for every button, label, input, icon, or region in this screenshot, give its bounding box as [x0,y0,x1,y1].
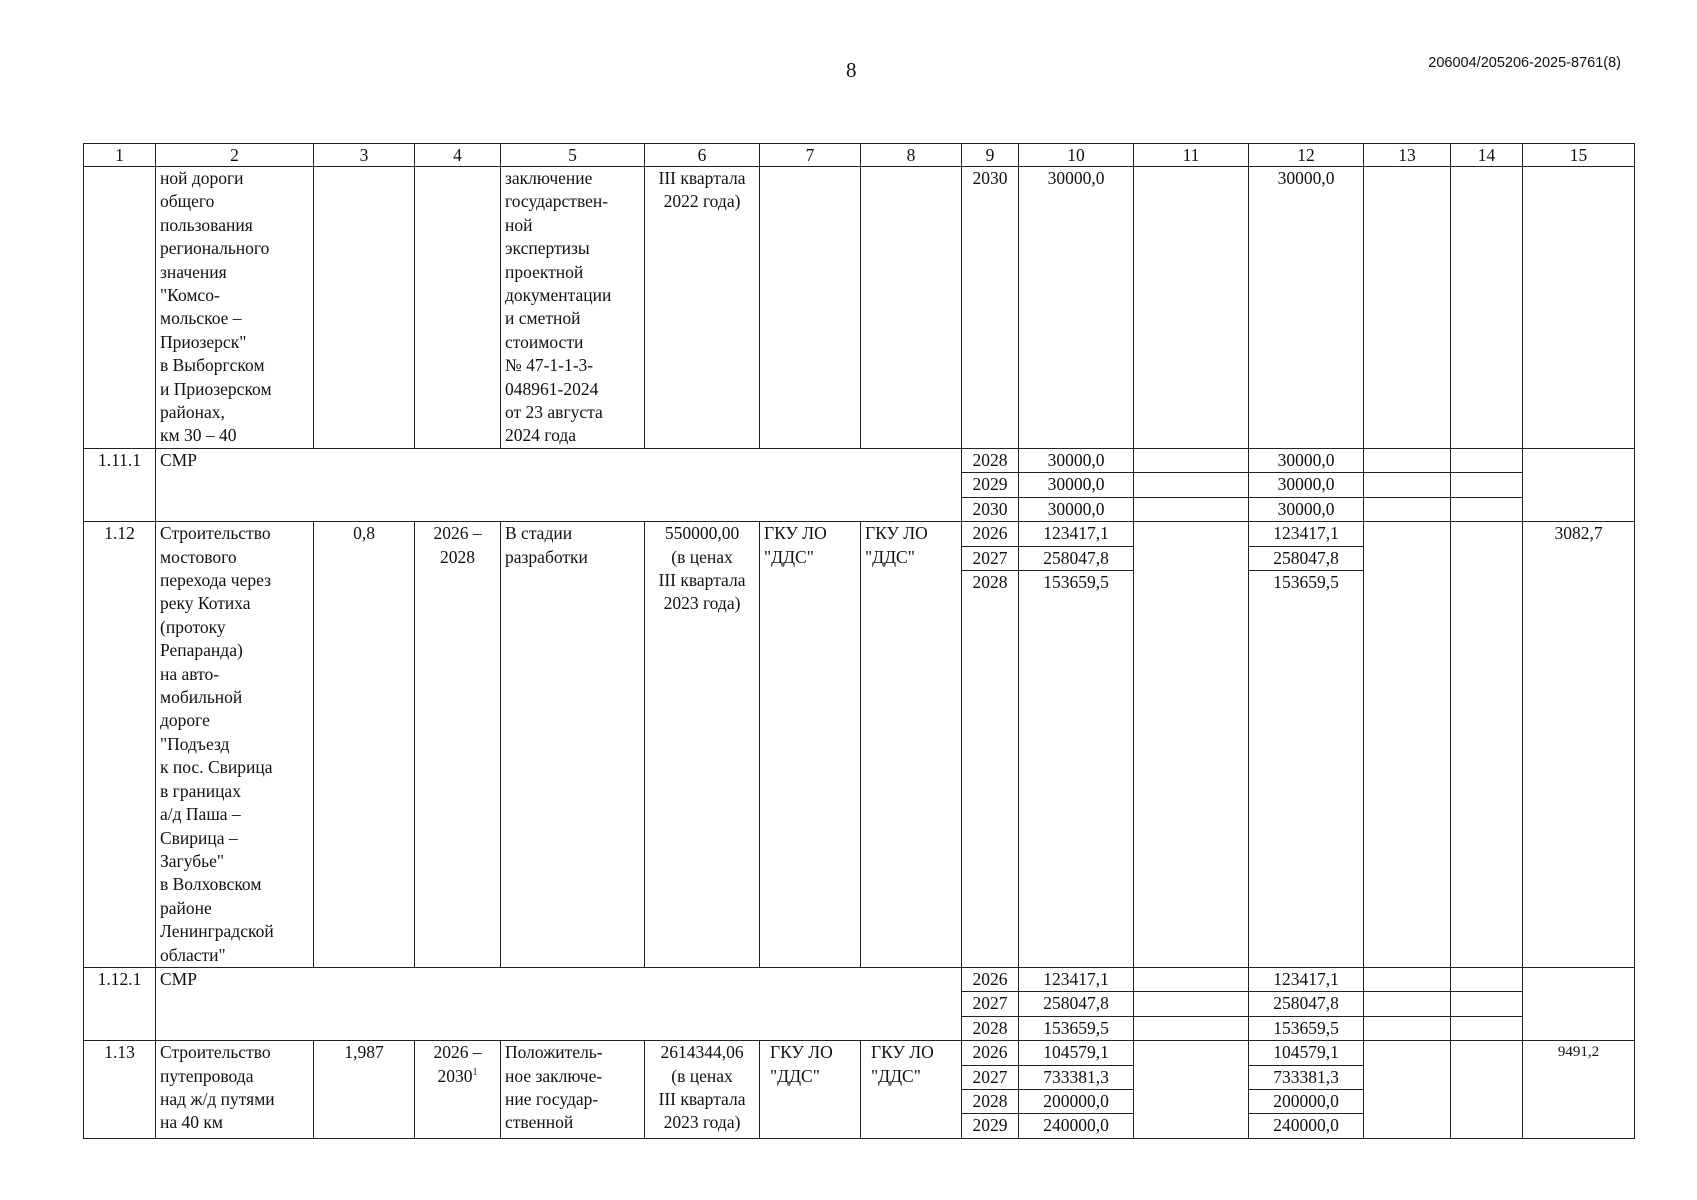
regional-amount: 200000,0 [1249,1090,1364,1114]
year: 2029 [962,473,1019,497]
regional-amount: 258047,8 [1249,992,1364,1016]
col-15: 3082,7 [1523,522,1635,968]
col-13 [1364,992,1451,1016]
col-15 [1523,167,1635,449]
item-number [84,167,156,449]
federal-amount [1134,449,1249,473]
year: 2027 [962,546,1019,570]
col-header: 7 [760,144,861,167]
col-header: 2 [156,144,314,167]
project-status: В стадии разработки [501,522,645,968]
total-amount: 123417,1 [1019,522,1134,546]
regional-amount: 30000,0 [1249,497,1364,521]
table-row-1-12 [84,522,1635,546]
year: 2030 [962,167,1019,449]
document-id: 206004/205206-2025-8761(8) [1428,55,1621,71]
col-15 [1523,968,1635,1041]
regional-amount: 123417,1 [1249,968,1364,992]
customer: ГКУ ЛО "ДДС" [760,1041,861,1139]
col-13 [1364,522,1451,968]
table-row-1-11-1 [84,449,1635,473]
total-amount: 258047,8 [1019,546,1134,570]
col-header: 5 [501,144,645,167]
project-status: Положитель- ное заключе- ние государ- ственной [501,1041,645,1139]
total-amount: 30000,0 [1019,449,1134,473]
col-header: 10 [1019,144,1134,167]
item-number: 1.11.1 [84,449,156,522]
capacity: 1,987 [314,1041,415,1139]
year: 2026 [962,968,1019,992]
federal-amount [1134,1016,1249,1040]
total-amount: 30000,0 [1019,167,1134,449]
col-14 [1451,473,1523,497]
developer: ГКУ ЛО "ДДС" [861,522,962,968]
year: 2030 [962,497,1019,521]
federal-amount [1134,167,1249,449]
regional-amount: 123417,1 [1249,522,1364,546]
col-13 [1364,1016,1451,1040]
col-header: 6 [645,144,760,167]
year: 2026 [962,522,1019,546]
col-header: 3 [314,144,415,167]
item-name: Строительство путепровода над ж/д путями на 40 км [156,1041,314,1139]
col-header: 8 [861,144,962,167]
col-14 [1451,992,1523,1016]
developer: ГКУ ЛО "ДДС" [861,1041,962,1139]
col-14 [1451,449,1523,473]
year: 2027 [962,992,1019,1016]
table-row-1-12-1 [84,968,1635,992]
federal-amount [1134,1041,1249,1139]
investment-table [83,143,1635,1139]
col-14 [1451,1016,1523,1040]
col-header: 9 [962,144,1019,167]
col-header: 1 [84,144,156,167]
year: 2029 [962,1114,1019,1138]
capacity [314,167,415,449]
regional-amount: 30000,0 [1249,473,1364,497]
item-number: 1.13 [84,1041,156,1139]
federal-amount [1134,968,1249,992]
federal-amount [1134,473,1249,497]
col-header: 12 [1249,144,1364,167]
col-header: 4 [415,144,501,167]
regional-amount: 30000,0 [1249,167,1364,449]
customer: ГКУ ЛО "ДДС" [760,522,861,968]
column-header-row [84,144,1635,167]
item-number: 1.12.1 [84,968,156,1041]
table-row-1-11-continued [84,167,1635,449]
year: 2028 [962,1090,1019,1114]
period [415,1041,501,1139]
col-13 [1364,167,1451,449]
item-name: СМР [156,968,962,1041]
regional-amount: 258047,8 [1249,546,1364,570]
capacity: 0,8 [314,522,415,968]
col-header: 14 [1451,144,1523,167]
item-number: 1.12 [84,522,156,968]
regional-amount: 733381,3 [1249,1065,1364,1089]
year: 2028 [962,571,1019,968]
col-14 [1451,497,1523,521]
federal-amount [1134,992,1249,1016]
col-15: 9491,2 [1523,1041,1635,1139]
federal-amount [1134,497,1249,521]
period: 2026 – 2028 [415,522,501,968]
developer [861,167,962,449]
project-status: заключение государствен- ной экспертизы проектной документации и сметной стоимости № 47-1-1-3- 048961-2024 от 23 августа 2024 года [501,167,645,449]
col-13 [1364,449,1451,473]
item-name: Строительство мостового перехода через реку Котиха (протоку Репаранда) на авто- мобильной дороге "Подъезд к пос. Свирица в границах а/д Паша – Свирица – Загубье" в Волховском районе Ленинградской области" [156,522,314,968]
total-amount: 30000,0 [1019,473,1134,497]
col-header: 11 [1134,144,1249,167]
regional-amount: 153659,5 [1249,571,1364,968]
total-amount: 200000,0 [1019,1090,1134,1114]
col-13 [1364,968,1451,992]
year: 2028 [962,449,1019,473]
col-14 [1451,167,1523,449]
col-14 [1451,522,1523,968]
regional-amount: 30000,0 [1249,449,1364,473]
estimated-cost: 2614344,06 (в ценах III квартала 2023 года) [645,1041,760,1139]
total-amount: 153659,5 [1019,1016,1134,1040]
col-13 [1364,497,1451,521]
page-number: 8 [846,58,857,82]
total-amount: 240000,0 [1019,1114,1134,1138]
period-text: 2026 – 2030 [433,1042,482,1086]
col-13 [1364,473,1451,497]
regional-amount: 153659,5 [1249,1016,1364,1040]
total-amount: 123417,1 [1019,968,1134,992]
total-amount: 104579,1 [1019,1041,1134,1065]
table-row-1-13 [84,1041,1635,1065]
federal-amount [1134,522,1249,968]
total-amount: 733381,3 [1019,1065,1134,1089]
col-13 [1364,1041,1451,1139]
estimated-cost: III квартала 2022 года) [645,167,760,449]
col-15 [1523,449,1635,522]
item-name: СМР [156,449,962,522]
col-header: 13 [1364,144,1451,167]
customer [760,167,861,449]
total-amount: 30000,0 [1019,497,1134,521]
year: 2028 [962,1016,1019,1040]
item-name: ной дороги общего пользования регионального значения "Комсо- мольское – Приозерск" в Выборгском и Приозерском районах, км 30 – 40 [156,167,314,449]
period [415,167,501,449]
estimated-cost: 550000,00 (в ценах III квартала 2023 года) [645,522,760,968]
regional-amount: 240000,0 [1249,1114,1364,1138]
total-amount: 258047,8 [1019,992,1134,1016]
year: 2027 [962,1065,1019,1089]
col-14 [1451,1041,1523,1139]
total-amount: 153659,5 [1019,571,1134,968]
year: 2026 [962,1041,1019,1065]
col-14 [1451,968,1523,992]
regional-amount: 104579,1 [1249,1041,1364,1065]
footnote-marker: 1 [472,1066,478,1078]
col-header: 15 [1523,144,1635,167]
